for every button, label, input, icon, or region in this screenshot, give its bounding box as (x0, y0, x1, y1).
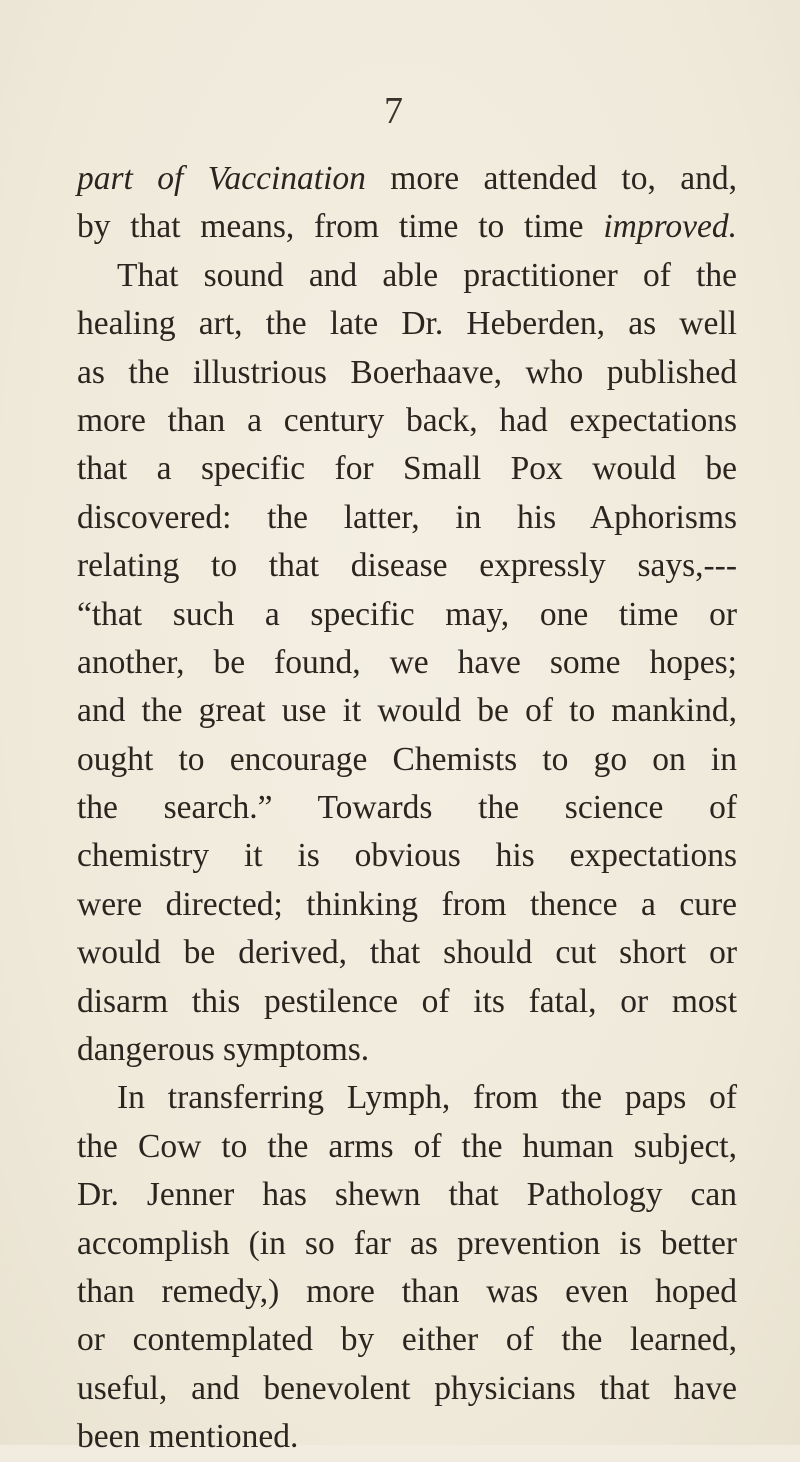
text-segment (183, 160, 207, 197)
text-segment: the Cow to the arms of the human subject, (77, 1127, 737, 1165)
text-segment: discovered: the latter, in his Aphorisms (77, 498, 737, 536)
text-line (77, 349, 737, 397)
text-line (77, 1268, 737, 1316)
page-number: 7 (384, 90, 403, 132)
text-line (77, 591, 737, 639)
text-line (77, 929, 737, 977)
text-segment: another, be found, we have some hopes; (77, 643, 737, 681)
text-segment: would be derived, that should cut short or (77, 934, 737, 972)
text-segment: or contemplated by either of the learned, (77, 1321, 737, 1359)
text-segment: as the illustrious Boerhaave, who published (77, 353, 737, 391)
text-line (77, 397, 737, 445)
text-segment: been mentioned. (77, 1418, 299, 1456)
text-segment: and the great use it would be of to mankind, (77, 692, 737, 730)
text-segment: than remedy,) more than was even hoped (77, 1272, 737, 1310)
text-segment: dangerous symptoms. (77, 1031, 370, 1069)
text-segment: were directed; thinking from thence a cure (77, 885, 737, 923)
text-line (77, 832, 737, 880)
text-segment: the search.” Towards the science of (77, 789, 737, 827)
text-segment: “that such a specific may, one time or (77, 595, 737, 633)
text-segment: chemistry it is obvious his expectations (77, 837, 737, 875)
text-line (77, 881, 737, 929)
text-segment: In transferring Lymph, from the paps of (117, 1079, 737, 1117)
text-line (77, 445, 737, 493)
body-text (77, 155, 737, 1462)
text-line (77, 1220, 737, 1268)
text-line (77, 252, 737, 300)
text-segment: relating to that disease expressly says,--- (77, 547, 737, 585)
text-line (77, 155, 737, 203)
text-segment: Dr. Jenner has shewn that Pathology can (77, 1176, 737, 1214)
text-segment: That sound and able practitioner of the (117, 256, 737, 294)
text-segment: accomplish (in so far as prevention is better (77, 1224, 737, 1262)
text-line (77, 1413, 737, 1461)
text-segment: by that means, from time to time (77, 208, 604, 246)
text-line (77, 1171, 737, 1219)
text-line (77, 736, 737, 784)
text-line (77, 1026, 737, 1074)
text-line (77, 542, 737, 590)
text-line (77, 639, 737, 687)
text-line (77, 300, 737, 348)
text-line (77, 687, 737, 735)
text-segment: disarm this pestilence of its fatal, or most (77, 982, 737, 1020)
italic-text: Vaccination (207, 160, 366, 197)
text-segment: more than a century back, had expectations (77, 401, 737, 439)
text-segment: healing art, the late Dr. Heberden, as well (77, 305, 737, 343)
text-line (77, 978, 737, 1026)
italic-text: improved. (603, 208, 737, 246)
text-line (77, 494, 737, 542)
text-line (77, 1074, 737, 1122)
text-segment: useful, and benevolent physicians that have (77, 1369, 737, 1407)
text-segment: that a specific for Small Pox would be (77, 450, 737, 488)
text-segment: more attended to, and, (365, 160, 737, 197)
text-line (77, 784, 737, 832)
italic-text: part of (77, 160, 184, 197)
text-line (77, 1316, 737, 1364)
text-line (77, 203, 737, 251)
text-line (77, 1123, 737, 1171)
text-segment: ought to encourage Chemists to go on in (77, 740, 737, 778)
text-line (77, 1365, 737, 1413)
